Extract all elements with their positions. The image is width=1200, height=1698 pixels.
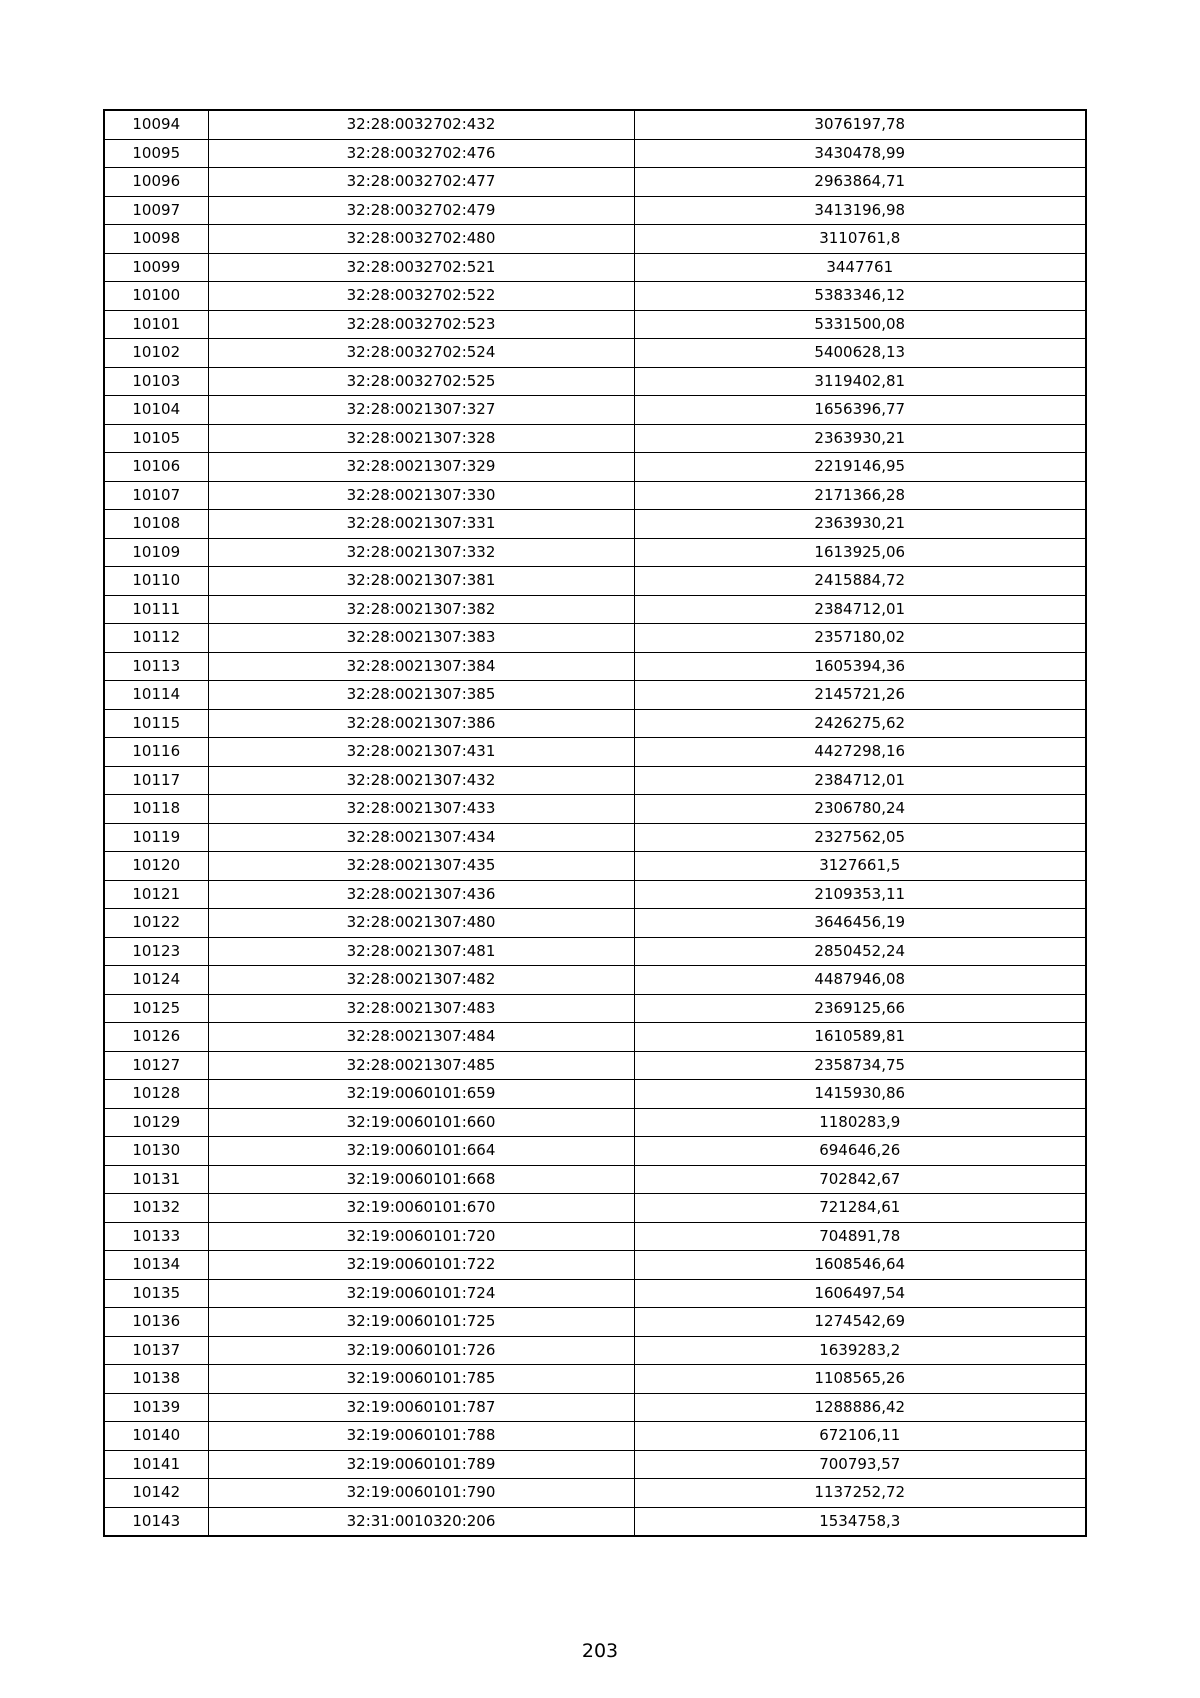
table-row <box>104 196 1086 225</box>
row-number-cell: 10136 <box>104 1308 208 1337</box>
cadastral-number-cell: 32:28:0021307:331 <box>208 510 634 539</box>
row-number-cell: 10100 <box>104 282 208 311</box>
table-row <box>104 1222 1086 1251</box>
cadastral-value-cell: 1108565,26 <box>634 1365 1086 1394</box>
table-row <box>104 567 1086 596</box>
cadastral-value-cell: 721284,61 <box>634 1194 1086 1223</box>
row-number-cell: 10095 <box>104 139 208 168</box>
cadastral-value-cell: 3413196,98 <box>634 196 1086 225</box>
row-number-cell: 10134 <box>104 1251 208 1280</box>
cadastral-value-cell: 2306780,24 <box>634 795 1086 824</box>
cadastral-number-cell: 32:28:0021307:327 <box>208 396 634 425</box>
row-number-cell: 10111 <box>104 595 208 624</box>
cadastral-number-cell: 32:28:0021307:436 <box>208 880 634 909</box>
cadastral-number-cell: 32:28:0032702:479 <box>208 196 634 225</box>
cadastral-value-cell: 1606497,54 <box>634 1279 1086 1308</box>
row-number-cell: 10126 <box>104 1023 208 1052</box>
row-number-cell: 10132 <box>104 1194 208 1223</box>
row-number-cell: 10125 <box>104 994 208 1023</box>
table-row <box>104 823 1086 852</box>
table-row <box>104 225 1086 254</box>
cadastral-number-cell: 32:28:0032702:525 <box>208 367 634 396</box>
cadastral-number-cell: 32:19:0060101:664 <box>208 1137 634 1166</box>
row-number-cell: 10143 <box>104 1507 208 1536</box>
cadastral-value-cell: 1274542,69 <box>634 1308 1086 1337</box>
table-row <box>104 1051 1086 1080</box>
cadastral-value-cell: 702842,67 <box>634 1165 1086 1194</box>
cadastral-number-cell: 32:28:0021307:329 <box>208 453 634 482</box>
table-row <box>104 1365 1086 1394</box>
cadastral-number-cell: 32:19:0060101:720 <box>208 1222 634 1251</box>
table-row <box>104 1479 1086 1508</box>
table-row <box>104 1336 1086 1365</box>
row-number-cell: 10120 <box>104 852 208 881</box>
cadastral-value-cell: 4487946,08 <box>634 966 1086 995</box>
table-row <box>104 367 1086 396</box>
cadastral-number-cell: 32:28:0032702:432 <box>208 110 634 139</box>
row-number-cell: 10099 <box>104 253 208 282</box>
cadastral-value-cell: 672106,11 <box>634 1422 1086 1451</box>
table-row <box>104 168 1086 197</box>
cadastral-value-cell: 2145721,26 <box>634 681 1086 710</box>
table-row <box>104 510 1086 539</box>
row-number-cell: 10114 <box>104 681 208 710</box>
row-number-cell: 10104 <box>104 396 208 425</box>
cadastral-number-cell: 32:28:0032702:521 <box>208 253 634 282</box>
cadastral-number-cell: 32:28:0021307:386 <box>208 709 634 738</box>
row-number-cell: 10124 <box>104 966 208 995</box>
table-row <box>104 681 1086 710</box>
cadastral-number-cell: 32:28:0021307:484 <box>208 1023 634 1052</box>
table-row <box>104 424 1086 453</box>
cadastral-number-cell: 32:19:0060101:787 <box>208 1393 634 1422</box>
table-row <box>104 1137 1086 1166</box>
cadastral-value-table <box>103 109 1087 1537</box>
table-row <box>104 1165 1086 1194</box>
cadastral-value-cell: 4427298,16 <box>634 738 1086 767</box>
row-number-cell: 10109 <box>104 538 208 567</box>
cadastral-number-cell: 32:28:0032702:480 <box>208 225 634 254</box>
row-number-cell: 10115 <box>104 709 208 738</box>
cadastral-number-cell: 32:28:0021307:485 <box>208 1051 634 1080</box>
row-number-cell: 10101 <box>104 310 208 339</box>
row-number-cell: 10133 <box>104 1222 208 1251</box>
cadastral-value-cell: 2384712,01 <box>634 766 1086 795</box>
cadastral-value-cell: 5400628,13 <box>634 339 1086 368</box>
table-row <box>104 852 1086 881</box>
table-row <box>104 396 1086 425</box>
cadastral-number-cell: 32:28:0032702:476 <box>208 139 634 168</box>
table-row <box>104 282 1086 311</box>
table-row <box>104 795 1086 824</box>
page-number: 203 <box>581 1640 619 1662</box>
table-row <box>104 880 1086 909</box>
cadastral-number-cell: 32:19:0060101:722 <box>208 1251 634 1280</box>
row-number-cell: 10098 <box>104 225 208 254</box>
cadastral-value-cell: 1288886,42 <box>634 1393 1086 1422</box>
row-number-cell: 10105 <box>104 424 208 453</box>
table-row <box>104 1108 1086 1137</box>
cadastral-number-cell: 32:31:0010320:206 <box>208 1507 634 1536</box>
cadastral-number-cell: 32:28:0021307:434 <box>208 823 634 852</box>
row-number-cell: 10118 <box>104 795 208 824</box>
table-row <box>104 481 1086 510</box>
cadastral-value-cell: 2358734,75 <box>634 1051 1086 1080</box>
cadastral-value-cell: 3076197,78 <box>634 110 1086 139</box>
cadastral-number-cell: 32:28:0021307:384 <box>208 652 634 681</box>
table-row <box>104 1279 1086 1308</box>
row-number-cell: 10103 <box>104 367 208 396</box>
cadastral-number-cell: 32:28:0021307:433 <box>208 795 634 824</box>
cadastral-value-cell: 3119402,81 <box>634 367 1086 396</box>
cadastral-value-cell: 3447761 <box>634 253 1086 282</box>
cadastral-value-cell: 1613925,06 <box>634 538 1086 567</box>
cadastral-value-cell: 2327562,05 <box>634 823 1086 852</box>
cadastral-value-cell: 5331500,08 <box>634 310 1086 339</box>
row-number-cell: 10116 <box>104 738 208 767</box>
row-number-cell: 10112 <box>104 624 208 653</box>
table-row <box>104 339 1086 368</box>
cadastral-number-cell: 32:19:0060101:660 <box>208 1108 634 1137</box>
cadastral-value-cell: 3127661,5 <box>634 852 1086 881</box>
cadastral-number-cell: 32:28:0021307:382 <box>208 595 634 624</box>
row-number-cell: 10121 <box>104 880 208 909</box>
cadastral-number-cell: 32:28:0032702:523 <box>208 310 634 339</box>
cadastral-number-cell: 32:28:0032702:522 <box>208 282 634 311</box>
cadastral-value-cell: 700793,57 <box>634 1450 1086 1479</box>
cadastral-number-cell: 32:28:0032702:477 <box>208 168 634 197</box>
table-row <box>104 766 1086 795</box>
cadastral-value-cell: 694646,26 <box>634 1137 1086 1166</box>
row-number-cell: 10142 <box>104 1479 208 1508</box>
table-row <box>104 139 1086 168</box>
cadastral-value-cell: 3646456,19 <box>634 909 1086 938</box>
row-number-cell: 10139 <box>104 1393 208 1422</box>
cadastral-value-cell: 3430478,99 <box>634 139 1086 168</box>
cadastral-number-cell: 32:19:0060101:668 <box>208 1165 634 1194</box>
row-number-cell: 10122 <box>104 909 208 938</box>
cadastral-value-cell: 1534758,3 <box>634 1507 1086 1536</box>
table-row <box>104 937 1086 966</box>
row-number-cell: 10094 <box>104 110 208 139</box>
row-number-cell: 10110 <box>104 567 208 596</box>
row-number-cell: 10127 <box>104 1051 208 1080</box>
cadastral-value-cell: 2363930,21 <box>634 424 1086 453</box>
cadastral-number-cell: 32:28:0021307:432 <box>208 766 634 795</box>
table-row <box>104 1308 1086 1337</box>
cadastral-number-cell: 32:19:0060101:659 <box>208 1080 634 1109</box>
row-number-cell: 10108 <box>104 510 208 539</box>
cadastral-value-cell: 2384712,01 <box>634 595 1086 624</box>
cadastral-value-cell: 2171366,28 <box>634 481 1086 510</box>
cadastral-number-cell: 32:28:0021307:328 <box>208 424 634 453</box>
cadastral-number-cell: 32:28:0021307:431 <box>208 738 634 767</box>
table-row <box>104 1194 1086 1223</box>
cadastral-value-cell: 1180283,9 <box>634 1108 1086 1137</box>
cadastral-number-cell: 32:19:0060101:725 <box>208 1308 634 1337</box>
cadastral-number-cell: 32:28:0021307:481 <box>208 937 634 966</box>
table-row <box>104 453 1086 482</box>
cadastral-number-cell: 32:28:0021307:385 <box>208 681 634 710</box>
cadastral-value-cell: 3110761,8 <box>634 225 1086 254</box>
cadastral-number-cell: 32:19:0060101:670 <box>208 1194 634 1223</box>
row-number-cell: 10102 <box>104 339 208 368</box>
cadastral-number-cell: 32:28:0021307:383 <box>208 624 634 653</box>
table-row <box>104 1422 1086 1451</box>
cadastral-value-cell: 2219146,95 <box>634 453 1086 482</box>
row-number-cell: 10140 <box>104 1422 208 1451</box>
row-number-cell: 10097 <box>104 196 208 225</box>
row-number-cell: 10119 <box>104 823 208 852</box>
cadastral-number-cell: 32:28:0021307:435 <box>208 852 634 881</box>
row-number-cell: 10123 <box>104 937 208 966</box>
table-row <box>104 994 1086 1023</box>
table-row <box>104 595 1086 624</box>
cadastral-number-cell: 32:19:0060101:788 <box>208 1422 634 1451</box>
cadastral-number-cell: 32:28:0021307:482 <box>208 966 634 995</box>
cadastral-value-cell: 1639283,2 <box>634 1336 1086 1365</box>
table-row <box>104 310 1086 339</box>
row-number-cell: 10131 <box>104 1165 208 1194</box>
table-body <box>104 110 1086 1536</box>
table-row <box>104 624 1086 653</box>
table-row <box>104 1450 1086 1479</box>
cadastral-value-cell: 1137252,72 <box>634 1479 1086 1508</box>
cadastral-value-cell: 2426275,62 <box>634 709 1086 738</box>
cadastral-value-cell: 2963864,71 <box>634 168 1086 197</box>
cadastral-number-cell: 32:28:0021307:483 <box>208 994 634 1023</box>
cadastral-number-cell: 32:19:0060101:789 <box>208 1450 634 1479</box>
cadastral-value-cell: 1608546,64 <box>634 1251 1086 1280</box>
cadastral-number-cell: 32:28:0021307:330 <box>208 481 634 510</box>
cadastral-value-cell: 1605394,36 <box>634 652 1086 681</box>
cadastral-value-cell: 1656396,77 <box>634 396 1086 425</box>
table-row <box>104 538 1086 567</box>
row-number-cell: 10113 <box>104 652 208 681</box>
cadastral-number-cell: 32:19:0060101:790 <box>208 1479 634 1508</box>
row-number-cell: 10129 <box>104 1108 208 1137</box>
cadastral-value-cell: 2357180,02 <box>634 624 1086 653</box>
cadastral-value-cell: 5383346,12 <box>634 282 1086 311</box>
cadastral-value-cell: 704891,78 <box>634 1222 1086 1251</box>
table-row <box>104 1251 1086 1280</box>
cadastral-value-cell: 2369125,66 <box>634 994 1086 1023</box>
row-number-cell: 10141 <box>104 1450 208 1479</box>
cadastral-number-cell: 32:19:0060101:724 <box>208 1279 634 1308</box>
cadastral-number-cell: 32:28:0021307:381 <box>208 567 634 596</box>
row-number-cell: 10135 <box>104 1279 208 1308</box>
row-number-cell: 10138 <box>104 1365 208 1394</box>
cadastral-number-cell: 32:19:0060101:785 <box>208 1365 634 1394</box>
table-row <box>104 1080 1086 1109</box>
cadastral-number-cell: 32:28:0021307:332 <box>208 538 634 567</box>
table-row <box>104 110 1086 139</box>
cadastral-value-cell: 1610589,81 <box>634 1023 1086 1052</box>
cadastral-number-cell: 32:28:0021307:480 <box>208 909 634 938</box>
table-row <box>104 709 1086 738</box>
cadastral-value-cell: 2850452,24 <box>634 937 1086 966</box>
row-number-cell: 10096 <box>104 168 208 197</box>
row-number-cell: 10130 <box>104 1137 208 1166</box>
table-row <box>104 909 1086 938</box>
row-number-cell: 10106 <box>104 453 208 482</box>
cadastral-value-cell: 2109353,11 <box>634 880 1086 909</box>
cadastral-value-cell: 2415884,72 <box>634 567 1086 596</box>
table-row <box>104 1023 1086 1052</box>
row-number-cell: 10107 <box>104 481 208 510</box>
table-row <box>104 1507 1086 1536</box>
row-number-cell: 10128 <box>104 1080 208 1109</box>
table-row <box>104 738 1086 767</box>
cadastral-number-cell: 32:28:0032702:524 <box>208 339 634 368</box>
table-row <box>104 966 1086 995</box>
table-row <box>104 652 1086 681</box>
table-row <box>104 1393 1086 1422</box>
cadastral-value-cell: 2363930,21 <box>634 510 1086 539</box>
cadastral-value-cell: 1415930,86 <box>634 1080 1086 1109</box>
row-number-cell: 10137 <box>104 1336 208 1365</box>
row-number-cell: 10117 <box>104 766 208 795</box>
table-row <box>104 253 1086 282</box>
cadastral-number-cell: 32:19:0060101:726 <box>208 1336 634 1365</box>
